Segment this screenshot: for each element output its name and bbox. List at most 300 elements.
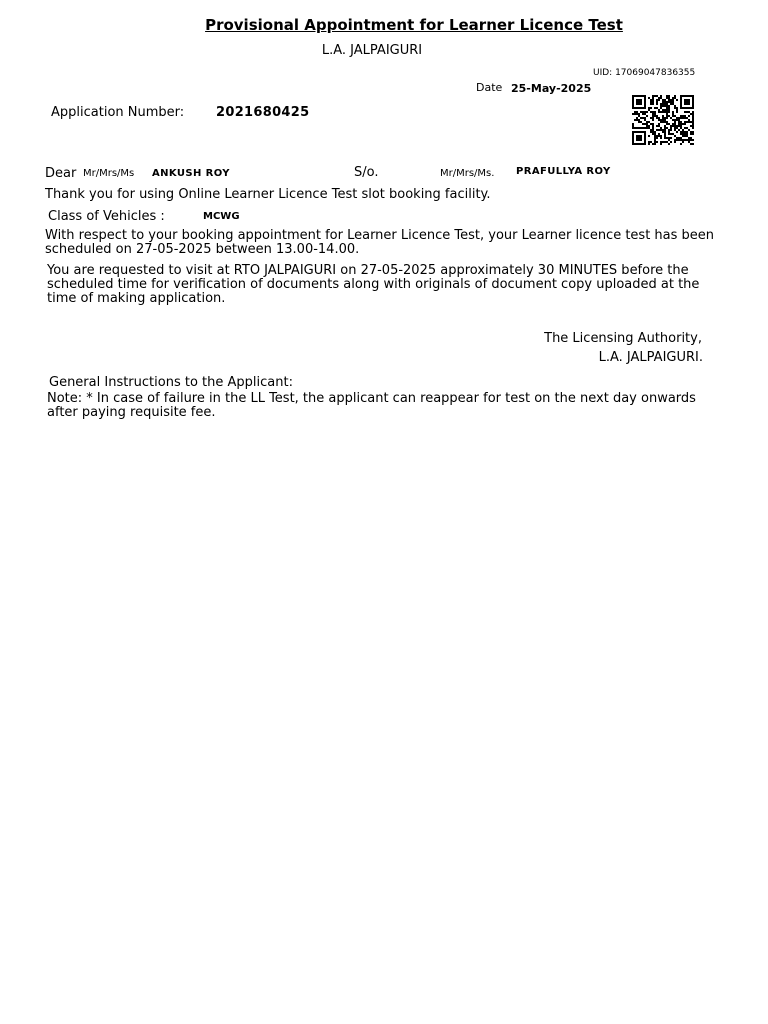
qr-module	[656, 115, 658, 117]
qr-module	[646, 127, 648, 129]
qr-module	[656, 103, 658, 105]
qr-module	[656, 129, 658, 131]
qr-module	[658, 129, 660, 131]
qr-module	[658, 117, 660, 119]
qr-module	[660, 143, 662, 145]
qr-module	[660, 135, 662, 137]
qr-module	[660, 107, 662, 109]
signature-line-2: L.A. JALPAIGURI.	[598, 350, 703, 365]
qr-module	[658, 109, 660, 111]
qr-module	[670, 137, 672, 139]
qr-module	[686, 121, 688, 123]
qr-module	[650, 101, 652, 103]
qr-module	[684, 127, 686, 129]
qr-module	[646, 123, 648, 125]
qr-module	[674, 105, 676, 107]
qr-module	[672, 115, 674, 117]
qr-module	[652, 111, 654, 113]
qr-module	[678, 139, 680, 141]
qr-module	[668, 143, 670, 145]
qr-module	[662, 109, 664, 111]
qr-module	[666, 115, 668, 117]
qr-module	[686, 133, 688, 135]
applicant-name: ANKUSH ROY	[152, 168, 230, 179]
qr-module	[650, 141, 652, 143]
qr-module	[686, 127, 688, 129]
qr-module	[650, 131, 652, 133]
qr-module	[636, 119, 638, 121]
qr-module	[666, 113, 668, 115]
qr-module	[686, 139, 688, 141]
qr-module	[632, 123, 634, 125]
qr-module	[644, 111, 646, 113]
qr-module	[666, 123, 668, 125]
qr-module	[680, 133, 682, 135]
qr-module	[672, 119, 674, 121]
qr-module	[654, 133, 656, 135]
qr-module	[682, 141, 684, 143]
qr-module	[652, 127, 654, 129]
qr-module	[688, 111, 690, 113]
qr-module	[648, 107, 650, 109]
qr-module	[662, 119, 664, 121]
qr-module	[656, 117, 658, 119]
qr-module	[652, 95, 654, 97]
qr-module	[664, 125, 666, 127]
qr-module	[646, 115, 648, 117]
qr-module	[668, 111, 670, 113]
qr-module	[690, 143, 692, 145]
qr-module	[636, 113, 638, 115]
qr-module	[674, 119, 676, 121]
qr-module	[638, 115, 640, 117]
qr-module	[674, 97, 676, 99]
qr-module	[644, 127, 646, 129]
qr-module	[660, 121, 662, 123]
qr-module	[636, 111, 638, 113]
qr-module	[692, 117, 694, 119]
qr-module	[650, 123, 652, 125]
qr-module	[664, 101, 666, 103]
qr-module	[660, 129, 662, 131]
qr-module	[678, 123, 680, 125]
qr-module	[692, 133, 694, 135]
qr-module	[664, 129, 666, 131]
qr-module	[676, 137, 678, 139]
qr-module	[642, 117, 644, 119]
qr-module	[640, 121, 642, 123]
qr-module	[666, 117, 668, 119]
qr-module	[682, 115, 684, 117]
qr-module	[688, 129, 690, 131]
qr-module	[648, 127, 650, 129]
qr-module	[668, 99, 670, 101]
qr-module	[644, 117, 646, 119]
visit-paragraph: You are requested to visit at RTO JALPAIGURI on 27-05-2025 approximately 30 MINUTES before the scheduled time for verification of documents along with originals of document copy uploaded at the time of making application.	[47, 263, 700, 306]
qr-module	[686, 111, 688, 113]
qr-module	[654, 143, 656, 145]
qr-module	[672, 113, 674, 115]
qr-module	[668, 137, 670, 139]
qr-module	[648, 109, 650, 111]
qr-module	[662, 101, 664, 103]
qr-module	[684, 133, 686, 135]
qr-module	[664, 105, 666, 107]
qr-module	[690, 133, 692, 135]
qr-module	[672, 125, 674, 127]
qr-module	[692, 113, 694, 115]
qr-module	[640, 127, 642, 129]
qr-module	[662, 121, 664, 123]
qr-module	[634, 127, 636, 129]
qr-module	[664, 119, 666, 121]
qr-module	[670, 125, 672, 127]
qr-module	[680, 117, 682, 119]
qr-module	[682, 133, 684, 135]
qr-code-icon	[632, 95, 694, 145]
qr-module	[662, 111, 664, 113]
qr-module	[672, 97, 674, 99]
qr-module	[644, 119, 646, 121]
qr-module	[652, 103, 654, 105]
qr-module	[652, 97, 654, 99]
applicant-salutation: Mr/Mrs/Ms	[83, 168, 135, 179]
qr-module	[660, 111, 662, 113]
qr-module	[654, 141, 656, 143]
qr-module	[688, 137, 690, 139]
parent-salutation: Mr/Mrs/Ms.	[440, 168, 495, 179]
qr-module	[658, 123, 660, 125]
qr-module	[660, 119, 662, 121]
qr-module	[672, 133, 674, 135]
qr-finder-pattern	[680, 95, 694, 109]
qr-module	[684, 135, 686, 137]
qr-module	[690, 125, 692, 127]
qr-module	[662, 141, 664, 143]
qr-module	[666, 107, 668, 109]
qr-module	[650, 117, 652, 119]
qr-module	[646, 125, 648, 127]
qr-module	[668, 115, 670, 117]
qr-module	[654, 113, 656, 115]
qr-module	[692, 131, 694, 133]
qr-module	[646, 111, 648, 113]
qr-module	[682, 117, 684, 119]
qr-module	[652, 143, 654, 145]
qr-module	[690, 137, 692, 139]
qr-module	[688, 121, 690, 123]
qr-module	[678, 121, 680, 123]
qr-module	[680, 123, 682, 125]
qr-module	[634, 113, 636, 115]
qr-module	[664, 99, 666, 101]
instructions-note: Note: * In case of failure in the LL Test, the applicant can reappear for test on the next day onwards after paying requisite fee.	[47, 391, 696, 420]
qr-module	[648, 125, 650, 127]
qr-module	[688, 139, 690, 141]
qr-module	[676, 109, 678, 111]
qr-module	[666, 141, 668, 143]
qr-module	[690, 113, 692, 115]
qr-module	[654, 137, 656, 139]
qr-module	[646, 121, 648, 123]
qr-module	[638, 121, 640, 123]
signature-line-1: The Licensing Authority,	[544, 331, 702, 346]
relation-label: S/o.	[354, 165, 379, 180]
date-value: 25-May-2025	[511, 82, 592, 95]
qr-module	[652, 125, 654, 127]
qr-module	[660, 103, 662, 105]
qr-module	[666, 103, 668, 105]
qr-module	[658, 97, 660, 99]
qr-module	[676, 119, 678, 121]
qr-module	[674, 125, 676, 127]
qr-module	[656, 99, 658, 101]
qr-module	[652, 117, 654, 119]
instructions-heading: General Instructions to the Applicant:	[49, 375, 293, 390]
qr-module	[692, 139, 694, 141]
qr-module	[672, 103, 674, 105]
qr-module	[642, 127, 644, 129]
qr-module	[674, 139, 676, 141]
qr-module	[652, 113, 654, 115]
schedule-paragraph: With respect to your booking appointment for Learner Licence Test, your Learner licence test has been scheduled on 27-05-2025 between 13.00-14.00.	[45, 228, 715, 257]
qr-module	[632, 125, 634, 127]
qr-module	[670, 127, 672, 129]
qr-module	[662, 115, 664, 117]
class-of-vehicles-value: MCWG	[203, 211, 240, 222]
qr-module	[648, 143, 650, 145]
qr-module	[660, 141, 662, 143]
qr-module	[684, 121, 686, 123]
qr-module	[692, 125, 694, 127]
qr-module	[666, 101, 668, 103]
qr-module	[634, 119, 636, 121]
qr-module	[652, 115, 654, 117]
qr-module	[678, 129, 680, 131]
qr-module	[678, 117, 680, 119]
qr-module	[648, 135, 650, 137]
date-label: Date	[476, 81, 503, 94]
qr-module	[652, 119, 654, 121]
qr-module	[658, 125, 660, 127]
qr-module	[666, 109, 668, 111]
qr-module	[670, 133, 672, 135]
qr-finder-pattern	[632, 131, 646, 145]
qr-module	[664, 127, 666, 129]
qr-module	[670, 117, 672, 119]
qr-module	[692, 121, 694, 123]
qr-module	[660, 105, 662, 107]
qr-module	[648, 141, 650, 143]
qr-module	[654, 131, 656, 133]
qr-module	[638, 127, 640, 129]
qr-module	[682, 135, 684, 137]
qr-module	[656, 137, 658, 139]
qr-module	[656, 135, 658, 137]
qr-module	[668, 129, 670, 131]
qr-module	[658, 133, 660, 135]
qr-module	[668, 133, 670, 135]
qr-module	[662, 103, 664, 105]
qr-module	[680, 131, 682, 133]
qr-module	[670, 129, 672, 131]
qr-module	[658, 119, 660, 121]
qr-module	[666, 95, 668, 97]
qr-module	[654, 107, 656, 109]
qr-module	[638, 119, 640, 121]
parent-name: PRAFULLYA ROY	[516, 166, 611, 177]
qr-module	[668, 105, 670, 107]
qr-module	[666, 97, 668, 99]
qr-module	[670, 141, 672, 143]
qr-module	[688, 115, 690, 117]
qr-module	[664, 103, 666, 105]
qr-module	[654, 111, 656, 113]
qr-module	[690, 121, 692, 123]
qr-module	[638, 113, 640, 115]
qr-module	[664, 109, 666, 111]
qr-module	[692, 127, 694, 129]
qr-module	[692, 119, 694, 121]
qr-module	[680, 139, 682, 141]
qr-module	[656, 125, 658, 127]
qr-module	[678, 125, 680, 127]
qr-module	[676, 139, 678, 141]
qr-module	[688, 141, 690, 143]
qr-module	[660, 95, 662, 97]
qr-module	[676, 117, 678, 119]
qr-module	[666, 137, 668, 139]
qr-module	[666, 111, 668, 113]
qr-module	[652, 123, 654, 125]
qr-module	[668, 97, 670, 99]
qr-module	[652, 99, 654, 101]
qr-module	[686, 131, 688, 133]
qr-module	[644, 113, 646, 115]
qr-module	[658, 135, 660, 137]
qr-module	[634, 111, 636, 113]
qr-module	[648, 121, 650, 123]
qr-module	[684, 139, 686, 141]
qr-module	[662, 105, 664, 107]
qr-module	[652, 131, 654, 133]
qr-module	[668, 107, 670, 109]
qr-module	[686, 117, 688, 119]
qr-module	[664, 141, 666, 143]
qr-module	[680, 121, 682, 123]
qr-module	[652, 101, 654, 103]
qr-module	[676, 125, 678, 127]
qr-module	[648, 97, 650, 99]
qr-module	[654, 135, 656, 137]
qr-module	[640, 111, 642, 113]
qr-module	[672, 99, 674, 101]
qr-module	[676, 99, 678, 101]
qr-module	[682, 123, 684, 125]
qr-module	[692, 115, 694, 117]
qr-module	[632, 113, 634, 115]
qr-module	[678, 137, 680, 139]
qr-module	[690, 139, 692, 141]
qr-code-graphic	[632, 95, 694, 145]
qr-module	[684, 111, 686, 113]
qr-module	[656, 95, 658, 97]
qr-module	[674, 127, 676, 129]
qr-module	[660, 137, 662, 139]
qr-module	[642, 123, 644, 125]
qr-module	[666, 121, 668, 123]
qr-module	[666, 127, 668, 129]
qr-module	[680, 127, 682, 129]
qr-module	[680, 143, 682, 145]
qr-module	[662, 99, 664, 101]
qr-module	[692, 143, 694, 145]
qr-module	[642, 111, 644, 113]
qr-module	[682, 139, 684, 141]
qr-module	[676, 107, 678, 109]
qr-module	[670, 101, 672, 103]
qr-module	[668, 95, 670, 97]
qr-module	[674, 95, 676, 97]
qr-module	[668, 139, 670, 141]
qr-module	[682, 129, 684, 131]
dear-label: Dear	[45, 166, 77, 181]
qr-module	[660, 127, 662, 129]
qr-module	[662, 129, 664, 131]
qr-module	[670, 103, 672, 105]
qr-module	[672, 111, 674, 113]
qr-module	[676, 127, 678, 129]
qr-module	[664, 133, 666, 135]
qr-module	[664, 117, 666, 119]
qr-module	[680, 115, 682, 117]
qr-module	[676, 131, 678, 133]
qr-module	[650, 111, 652, 113]
qr-module	[674, 115, 676, 117]
qr-module	[640, 117, 642, 119]
qr-finder-pattern	[632, 95, 646, 109]
qr-module	[664, 111, 666, 113]
qr-module	[686, 135, 688, 137]
class-of-vehicles-label: Class of Vehicles :	[48, 209, 165, 224]
application-number-value: 2021680425	[216, 105, 310, 120]
qr-module	[690, 131, 692, 133]
qr-module	[652, 133, 654, 135]
qr-module	[642, 113, 644, 115]
qr-module	[674, 141, 676, 143]
qr-module	[682, 131, 684, 133]
qr-module	[650, 107, 652, 109]
qr-module	[650, 129, 652, 131]
qr-module	[666, 105, 668, 107]
qr-module	[684, 115, 686, 117]
qr-module	[650, 103, 652, 105]
qr-module	[656, 101, 658, 103]
qr-module	[662, 117, 664, 119]
qr-module	[654, 95, 656, 97]
qr-module	[688, 119, 690, 121]
qr-module	[672, 123, 674, 125]
qr-module	[692, 123, 694, 125]
qr-module	[658, 111, 660, 113]
qr-module	[684, 117, 686, 119]
page-title: Provisional Appointment for Learner Licence Test	[205, 16, 623, 34]
qr-module	[636, 127, 638, 129]
qr-module	[654, 139, 656, 141]
qr-module	[632, 127, 634, 129]
qr-module	[650, 99, 652, 101]
qr-module	[664, 121, 666, 123]
